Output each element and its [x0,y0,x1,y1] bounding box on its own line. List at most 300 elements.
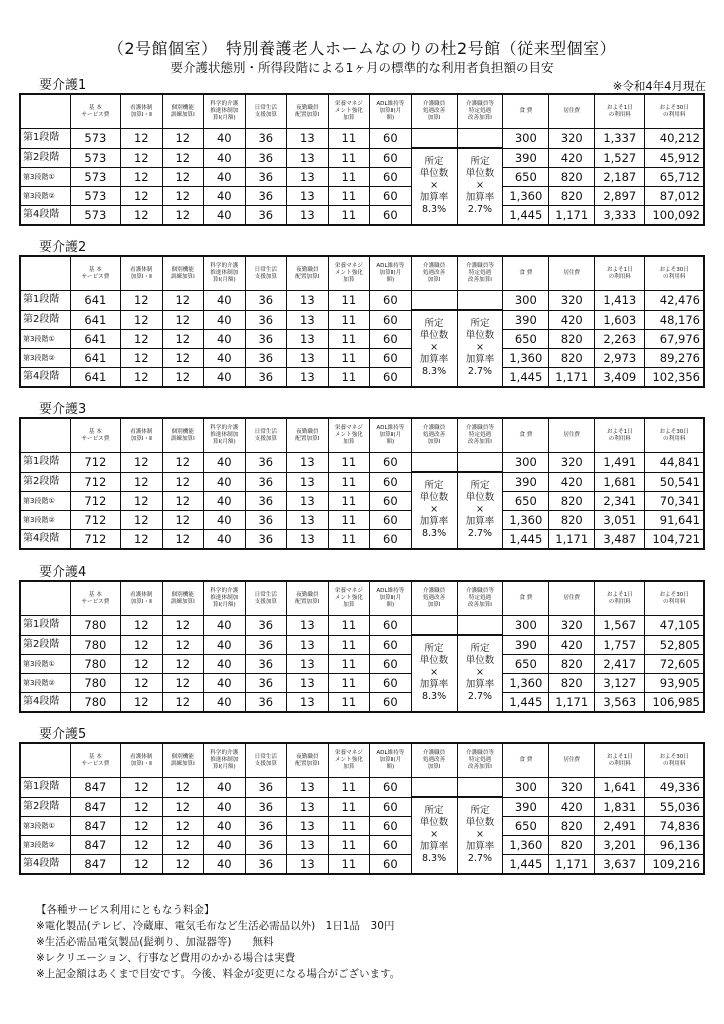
column-header: 基 本 サービス費 [70,418,120,453]
fee-cell: 12 [121,510,163,529]
fee-cell: 13 [287,778,329,798]
fee-cell: 12 [162,778,204,798]
column-header: 個別機能 訓練加算Ⅰ [162,581,204,616]
fee-cell: 1,171 [549,854,595,874]
fee-cell: 13 [287,205,329,225]
column-header: 介護職員等 特定処遇 改善加算Ⅰ [457,418,503,453]
fee-cell: 40 [204,491,246,510]
improvement-rate-cell: 所定 単位数 × 加算率 8.3% [411,148,457,225]
fee-cell: 1,757 [595,635,645,654]
fee-cell: 11 [328,167,370,186]
column-header: 看護体制 加算Ⅰ・Ⅱ [121,743,163,778]
fee-cell: 1,445 [503,367,549,387]
table-row [20,453,704,473]
fee-cell: 12 [121,148,163,167]
income-stage-label: 第2段階 [20,472,70,491]
fee-cell: 11 [328,329,370,348]
fee-cell: 60 [370,205,412,225]
fee-cell: 12 [121,329,163,348]
income-stage-label: 第4段階 [20,367,70,387]
fee-cell: 60 [370,635,412,654]
fee-cell: 36 [245,854,287,874]
fee-cell: 320 [549,453,595,473]
specific-improvement-rate-cell: 所定 単位数 × 加算率 2.7% [457,310,503,387]
fee-cell: 1,567 [595,616,645,636]
fee-cell: 390 [503,310,549,329]
fee-cell: 60 [370,816,412,835]
fee-cell: 12 [162,367,204,387]
fee-cell: 89,276 [645,348,704,367]
fee-cell: 36 [245,491,287,510]
fee-cell: 12 [162,491,204,510]
column-header: 食 費 [503,94,549,129]
fee-cell: 3,563 [595,692,645,712]
fee-cell: 36 [245,654,287,673]
fee-cell: 60 [370,692,412,712]
income-stage-label: 第3段階② [20,510,70,529]
table-row [20,510,704,529]
fee-cell: 712 [70,529,120,549]
fee-cell: 36 [245,835,287,854]
column-header: 居住費 [549,418,595,453]
fee-cell: 650 [503,329,549,348]
fee-cell: 1,527 [595,148,645,167]
fee-cell: 2,187 [595,167,645,186]
fee-cell: 12 [162,616,204,636]
fee-cell: 13 [287,348,329,367]
fee-cell: 50,541 [645,472,704,491]
column-header: 介護職員 処遇改善 加算Ⅰ [411,581,457,616]
fee-cell: 13 [287,654,329,673]
column-header: ADL維持等 加算Ⅱ(月 額) [370,743,412,778]
fee-cell: 650 [503,654,549,673]
fee-cell: 13 [287,529,329,549]
fee-cell: 12 [162,797,204,816]
fee-cell: 60 [370,797,412,816]
fee-table [19,255,705,388]
section-title: 要介護3 [39,402,87,417]
fee-cell: 780 [70,635,120,654]
fee-table [19,580,705,713]
fee-cell: 44,841 [645,453,704,473]
fee-cell: 13 [287,692,329,712]
column-header: 科学的介護 推進体制加 算Ⅰ(月額) [204,94,246,129]
notes-line: ※上記金額はあくまで目安です。今後、料金が変更になる場合がございます。 [36,968,401,980]
fee-cell: 2,341 [595,491,645,510]
fee-cell: 40 [204,310,246,329]
fee-cell: 13 [287,673,329,692]
column-header: 居住費 [549,743,595,778]
column-header: およそ1日 の利用料 [595,94,645,129]
table-row [20,816,704,835]
fee-cell: 11 [328,673,370,692]
notes-line: ※電化製品(テレビ、冷蔵庫、電気毛布など生活必需品以外) 1日1品 30円 [36,920,395,932]
fee-cell: 96,136 [645,835,704,854]
section-title: 要介護5 [39,727,87,742]
column-header: 介護職員 処遇改善 加算Ⅰ [411,743,457,778]
fee-cell: 420 [549,797,595,816]
fee-cell: 2,491 [595,816,645,835]
fee-cell: 36 [245,129,287,149]
fee-cell: 1,603 [595,310,645,329]
care-level-section [19,78,705,226]
fee-cell: 60 [370,348,412,367]
fee-cell: 780 [70,654,120,673]
fee-cell: 40 [204,329,246,348]
fee-cell: 12 [121,310,163,329]
fee-cell: 40 [204,854,246,874]
fee-cell: 104,721 [645,529,704,549]
page-title: （2号館個室） 特別養護老人ホームなのりの杜2号館（従来型個室） [107,39,617,58]
table-row [20,329,704,348]
fee-cell: 320 [549,291,595,311]
fee-cell: 55,036 [645,797,704,816]
column-header: およそ1日 の利用料 [595,418,645,453]
column-header: 個別機能 訓練加算Ⅰ [162,94,204,129]
fee-cell: 1,831 [595,797,645,816]
fee-cell: 12 [121,529,163,549]
fee-cell: 1,641 [595,778,645,798]
fee-cell: 1,491 [595,453,645,473]
fee-cell: 820 [549,654,595,673]
column-header: 日常生活 支援加算 [245,743,287,778]
table-row [20,616,704,636]
fee-cell: 40 [204,835,246,854]
income-stage-label: 第2段階 [20,635,70,654]
column-header: ADL維持等 加算Ⅱ(月 額) [370,418,412,453]
fee-cell: 11 [328,148,370,167]
fee-cell: 36 [245,291,287,311]
table-row [20,472,704,491]
fee-cell: 641 [70,310,120,329]
page-subtitle: 要介護状態別・所得段階による1ヶ月の標準的な利用者負担額の目安 [170,60,554,75]
notes-line: ※レクリエーション、行事など費用のかかる場合は実費 [36,952,296,964]
table-row [20,148,704,167]
table-row [20,797,704,816]
fee-cell: 2,973 [595,348,645,367]
fee-table [19,93,705,226]
empty-cell [457,129,503,149]
header-row [20,743,704,778]
fee-cell: 11 [328,616,370,636]
fee-cell: 42,476 [645,291,704,311]
income-stage-label: 第3段階② [20,673,70,692]
fee-cell: 1,445 [503,205,549,225]
fee-cell: 11 [328,529,370,549]
table-row [20,854,704,874]
fee-cell: 40,212 [645,129,704,149]
column-header: 食 費 [503,581,549,616]
column-header: 介護職員等 特定処遇 改善加算Ⅰ [457,94,503,129]
fee-cell: 390 [503,797,549,816]
fee-cell: 60 [370,129,412,149]
column-header: 介護職員 処遇改善 加算Ⅰ [411,418,457,453]
column-header: 栄養マネジ メント強化 加算 [328,94,370,129]
income-stage-label: 第1段階 [20,616,70,636]
fee-cell: 67,976 [645,329,704,348]
column-header: およそ30日 の利用料 [645,581,704,616]
fee-cell: 11 [328,654,370,673]
fee-cell: 420 [549,148,595,167]
fee-cell: 573 [70,186,120,205]
column-header: およそ1日 の利用料 [595,743,645,778]
table-row [20,491,704,510]
fee-cell: 650 [503,167,549,186]
header-row [20,256,704,291]
fee-cell: 72,605 [645,654,704,673]
fee-cell: 12 [162,310,204,329]
fee-cell: 300 [503,291,549,311]
date-note: ※令和4年4月現在 [612,79,706,93]
fee-cell: 12 [162,453,204,473]
fee-cell: 12 [121,835,163,854]
fee-cell: 12 [121,673,163,692]
fee-cell: 40 [204,635,246,654]
column-header: およそ30日 の利用料 [645,256,704,291]
fee-cell: 36 [245,453,287,473]
fee-cell: 1,171 [549,205,595,225]
section-title: 要介護1 [39,78,87,93]
fee-cell: 1,360 [503,510,549,529]
fee-cell: 847 [70,797,120,816]
fee-cell: 60 [370,167,412,186]
section-title: 要介護2 [39,240,87,255]
income-stage-label: 第4段階 [20,854,70,874]
fee-cell: 40 [204,616,246,636]
fee-cell: 100,092 [645,205,704,225]
fee-cell: 12 [162,472,204,491]
fee-cell: 11 [328,692,370,712]
fee-cell: 650 [503,816,549,835]
fee-cell: 1,413 [595,291,645,311]
fee-cell: 36 [245,186,287,205]
fee-cell: 65,712 [645,167,704,186]
fee-cell: 300 [503,616,549,636]
column-header: 看護体制 加算Ⅰ・Ⅱ [121,581,163,616]
care-level-section [19,565,705,713]
fee-cell: 60 [370,835,412,854]
column-header: 居住費 [549,581,595,616]
fee-cell: 36 [245,692,287,712]
fee-cell: 40 [204,654,246,673]
income-stage-label: 第3段階① [20,654,70,673]
specific-improvement-rate-cell: 所定 単位数 × 加算率 2.7% [457,148,503,225]
fee-cell: 12 [121,367,163,387]
fee-cell: 13 [287,291,329,311]
fee-cell: 47,105 [645,616,704,636]
fee-cell: 820 [549,816,595,835]
fee-cell: 12 [121,186,163,205]
income-stage-label: 第1段階 [20,453,70,473]
empty-cell [411,778,457,798]
fee-cell: 11 [328,797,370,816]
column-header: 栄養マネジ メント強化 加算 [328,743,370,778]
fee-cell: 93,905 [645,673,704,692]
column-header: 基 本 サービス費 [70,256,120,291]
table-row [20,835,704,854]
table-row [20,654,704,673]
fee-cell: 1,171 [549,367,595,387]
fee-cell: 40 [204,367,246,387]
column-header: 介護職員 処遇改善 加算Ⅰ [411,256,457,291]
fee-cell: 12 [121,692,163,712]
fee-table [19,417,705,550]
fee-cell: 847 [70,816,120,835]
fee-cell: 780 [70,673,120,692]
fee-cell: 11 [328,186,370,205]
column-header: 居住費 [549,256,595,291]
fee-cell: 12 [162,148,204,167]
fee-cell: 2,417 [595,654,645,673]
column-header: 看護体制 加算Ⅰ・Ⅱ [121,94,163,129]
column-header: 看護体制 加算Ⅰ・Ⅱ [121,256,163,291]
fee-cell: 11 [328,453,370,473]
header-row [20,581,704,616]
empty-cell [457,616,503,636]
fee-cell: 36 [245,310,287,329]
fee-cell: 641 [70,291,120,311]
income-stage-label: 第3段階② [20,348,70,367]
fee-cell: 1,445 [503,854,549,874]
income-stage-label: 第4段階 [20,529,70,549]
fee-cell: 12 [121,654,163,673]
fee-cell: 36 [245,635,287,654]
fee-cell: 91,641 [645,510,704,529]
fee-cell: 13 [287,491,329,510]
table-row [20,205,704,225]
fee-cell: 102,356 [645,367,704,387]
fee-cell: 12 [162,510,204,529]
fee-cell: 300 [503,129,549,149]
fee-cell: 12 [162,167,204,186]
fee-cell: 12 [121,778,163,798]
fee-cell: 712 [70,510,120,529]
specific-improvement-rate-cell: 所定 単位数 × 加算率 2.7% [457,635,503,712]
fee-cell: 12 [121,453,163,473]
column-header: 食 費 [503,256,549,291]
improvement-rate-cell: 所定 単位数 × 加算率 8.3% [411,310,457,387]
fee-cell: 40 [204,692,246,712]
table-row [20,310,704,329]
column-header: 日常生活 支援加算 [245,256,287,291]
column-header [20,256,70,291]
column-header: 夜勤職員 配置加算Ⅰ [287,94,329,129]
column-header: 食 費 [503,418,549,453]
fee-cell: 36 [245,816,287,835]
column-header [20,581,70,616]
income-stage-label: 第4段階 [20,692,70,712]
fee-cell: 13 [287,148,329,167]
fee-cell: 1,681 [595,472,645,491]
fee-cell: 60 [370,329,412,348]
income-stage-label: 第3段階② [20,186,70,205]
fee-cell: 2,897 [595,186,645,205]
fee-cell: 11 [328,310,370,329]
income-stage-label: 第4段階 [20,205,70,225]
table-row [20,692,704,712]
fee-cell: 12 [162,816,204,835]
fee-cell: 40 [204,453,246,473]
table-row [20,291,704,311]
fee-cell: 641 [70,348,120,367]
fee-cell: 12 [162,635,204,654]
fee-cell: 1,360 [503,673,549,692]
column-header: 栄養マネジ メント強化 加算 [328,581,370,616]
fee-cell: 60 [370,148,412,167]
fee-cell: 52,805 [645,635,704,654]
fee-cell: 40 [204,778,246,798]
fee-cell: 300 [503,453,549,473]
fee-cell: 13 [287,186,329,205]
fee-cell: 1,360 [503,186,549,205]
fee-cell: 12 [162,129,204,149]
fee-cell: 12 [121,472,163,491]
fee-cell: 11 [328,835,370,854]
fee-cell: 36 [245,329,287,348]
income-stage-label: 第3段階① [20,491,70,510]
fee-cell: 60 [370,491,412,510]
notes-line: ※生活必需品電気製品(髭剃り、加湿器等) 無料 [36,936,274,948]
header-row [20,94,704,129]
income-stage-label: 第3段階① [20,167,70,186]
income-stage-label: 第2段階 [20,310,70,329]
specific-improvement-rate-cell: 所定 単位数 × 加算率 2.7% [457,472,503,549]
fee-cell: 3,409 [595,367,645,387]
column-header: 介護職員等 特定処遇 改善加算Ⅰ [457,581,503,616]
improvement-rate-cell: 所定 単位数 × 加算率 8.3% [411,635,457,712]
fee-cell: 13 [287,797,329,816]
fee-cell: 390 [503,635,549,654]
fee-cell: 60 [370,654,412,673]
fee-cell: 3,051 [595,510,645,529]
column-header: ADL維持等 加算Ⅱ(月 額) [370,581,412,616]
fee-cell: 820 [549,491,595,510]
income-stage-label: 第1段階 [20,291,70,311]
fee-cell: 12 [162,529,204,549]
column-header: 個別機能 訓練加算Ⅰ [162,743,204,778]
fee-cell: 820 [549,167,595,186]
fee-cell: 13 [287,453,329,473]
fee-cell: 12 [121,616,163,636]
fee-cell: 12 [162,673,204,692]
fee-cell: 3,127 [595,673,645,692]
fee-cell: 40 [204,186,246,205]
fee-cell: 60 [370,673,412,692]
column-header [20,94,70,129]
column-header: 基 本 サービス費 [70,581,120,616]
fee-cell: 573 [70,167,120,186]
notes-heading: 【各種サービス利用にともなう料金】 [36,904,215,916]
column-header: 居住費 [549,94,595,129]
fee-cell: 820 [549,510,595,529]
table-row [20,348,704,367]
fee-cell: 390 [503,472,549,491]
fee-cell: 11 [328,129,370,149]
column-header: 個別機能 訓練加算Ⅰ [162,418,204,453]
column-header: およそ1日 の利用料 [595,256,645,291]
fee-cell: 12 [162,692,204,712]
fee-cell: 12 [121,816,163,835]
fee-cell: 847 [70,835,120,854]
fee-cell: 820 [549,348,595,367]
column-header: 科学的介護 推進体制加 算Ⅰ(月額) [204,256,246,291]
fee-cell: 13 [287,310,329,329]
fee-cell: 12 [162,205,204,225]
column-header: 介護職員等 特定処遇 改善加算Ⅰ [457,256,503,291]
fee-cell: 780 [70,616,120,636]
column-header: 栄養マネジ メント強化 加算 [328,256,370,291]
fee-cell: 13 [287,854,329,874]
